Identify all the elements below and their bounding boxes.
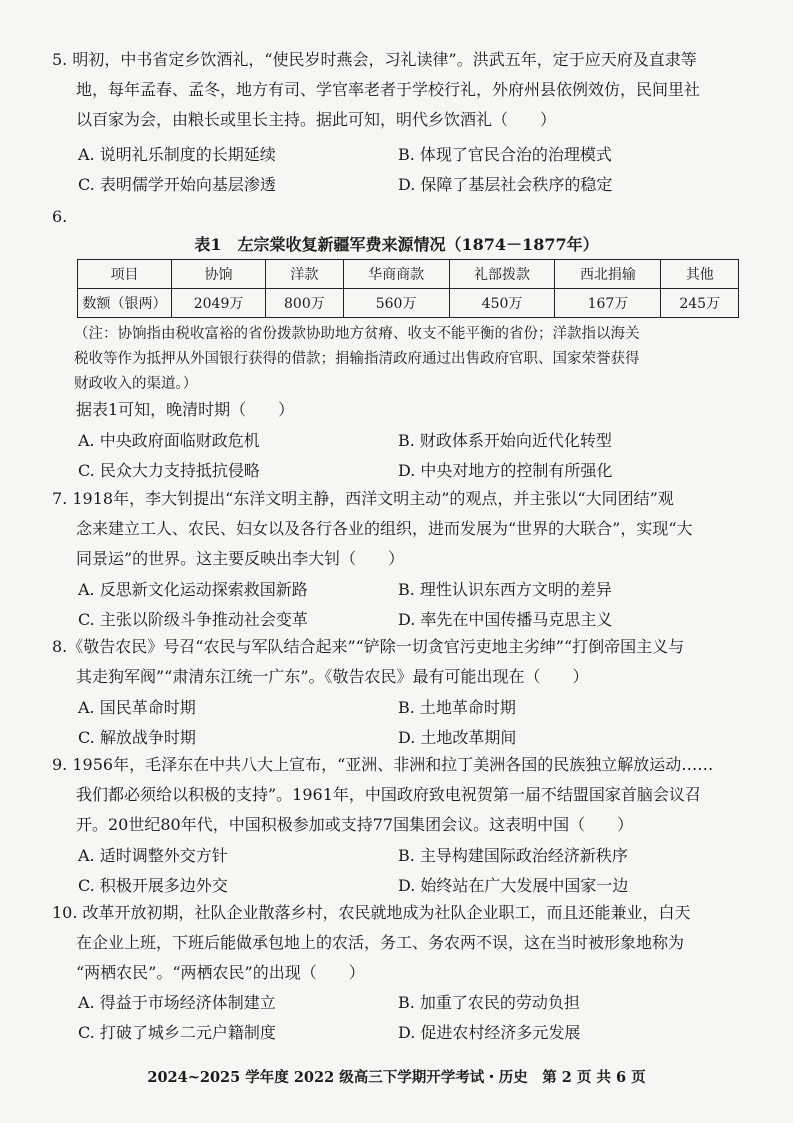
question-8 [52, 632, 752, 692]
question-10-line-3: “两栖农民”。“两栖农民”的出现（ ） [76, 963, 365, 982]
option-c[interactable]: C. 民众大力支持抵抗侵略 [78, 460, 260, 480]
option-d[interactable]: D. 促进农村经济多元发展 [398, 1022, 581, 1042]
option-a[interactable]: A. 说明礼乐制度的长期延续 [78, 144, 276, 164]
question-5-options [78, 138, 718, 198]
page-footer: 2024~2025 学年度 2022 级高三下学期开学考试・历史 第 2 页 共 6 页 [147, 1069, 646, 1086]
table-row [78, 289, 739, 318]
question-7 [52, 484, 752, 574]
table-cell: 数额（银两） [78, 289, 172, 318]
option-d[interactable]: D. 率先在中国传播马克思主义 [398, 609, 613, 629]
question-6-options [78, 424, 718, 484]
option-b[interactable]: B. 财政体系开始向近代化转型 [398, 430, 612, 450]
option-a[interactable]: A. 得益于市场经济体制建立 [78, 992, 276, 1012]
option-c[interactable]: C. 主张以阶级斗争推动社会变革 [78, 609, 308, 629]
question-9-line-2: 我们都必须给以积极的支持”。1961年，中国政府致电祝贺第一届不结盟国家首脑会议召 [76, 785, 701, 804]
option-c[interactable]: C. 打破了城乡二元户籍制度 [78, 1022, 276, 1042]
table-note-line-3: 财政收入的渠道。） [74, 376, 198, 392]
table-header-cell: 华商商款 [343, 260, 449, 289]
table-header-cell: 项目 [78, 260, 172, 289]
table-title: 表1 左宗棠收复新疆军费来源情况（1874－1877年） [194, 235, 599, 254]
option-b[interactable]: B. 体现了官民合治的治理模式 [398, 144, 612, 164]
option-c[interactable]: C. 表明儒学开始向基层渗透 [78, 174, 276, 194]
option-d[interactable]: D. 土地改革期间 [398, 727, 517, 747]
question-5 [52, 45, 752, 135]
question-6-number [52, 202, 752, 232]
table-header-cell: 其他 [661, 260, 739, 289]
option-b[interactable]: B. 理性认识东西方文明的差异 [398, 579, 612, 599]
question-5-line-2: 地，每年孟春、孟冬，地方有司、学官率老者于学校行礼，外府州县依例效仿，民间里社 [76, 80, 701, 99]
table-header-cell: 洋款 [266, 260, 344, 289]
table-note-line-2: 税收等作为抵押从外国银行获得的借款；捐输指清政府通过出售政府官职、国家荣誉获得 [74, 351, 640, 367]
question-8-line-2: 其走狗军阀”“肃清东江统一广东”。《敬告农民》最有可能出现在（ ） [76, 667, 589, 686]
table-cell: 800万 [266, 289, 344, 318]
question-10 [52, 898, 752, 988]
question-9-line-3: 开。20世纪80年代，中国积极参加或支持77国集团会议。这表明中国（ ） [76, 815, 634, 834]
option-a[interactable]: A. 中央政府面临财政危机 [78, 430, 260, 450]
table-cell: 245万 [661, 289, 739, 318]
table-cell: 450万 [449, 289, 555, 318]
question-7-options [78, 573, 718, 633]
option-a[interactable]: A. 反思新文化运动探索救国新路 [78, 579, 308, 599]
question-9 [52, 750, 752, 840]
table-cell: 560万 [343, 289, 449, 318]
table-note-line-1: （注：协饷指由税收富裕的省份拨款协助地方贫瘠、收支不能平衡的省份；洋款指以海关 [74, 326, 640, 342]
question-6-stem [76, 395, 776, 425]
question-9-options [78, 839, 718, 899]
option-a[interactable]: A. 适时调整外交方针 [78, 845, 228, 865]
option-d[interactable]: D. 始终站在广大发展中国家一边 [398, 875, 629, 895]
question-7-line-3: 同景运”的世界。这主要反映出李大钊（ ） [76, 549, 405, 568]
question-7-line-1: 7. 1918年，李大钊提出“东洋文明主静，西洋文明主动”的观点，并主张以“大同团结”观 [52, 489, 674, 508]
table-header-cell: 西北捐输 [555, 260, 661, 289]
table-header-cell: 协饷 [172, 260, 266, 289]
option-c[interactable]: C. 解放战争时期 [78, 727, 196, 747]
question-10-line-1: 10. 改革开放初期，社队企业散落乡村，农民就地成为社队企业职工，而且还能兼业，白天 [52, 903, 691, 922]
question-5-line-3: 以百家为会，由粮长或里长主持。据此可知，明代乡饮酒礼（ ） [76, 110, 557, 129]
question-10-options [78, 986, 718, 1046]
table-cell: 167万 [555, 289, 661, 318]
option-b[interactable]: B. 土地革命时期 [398, 697, 516, 717]
table-note [74, 322, 742, 397]
question-10-line-2: 在企业上班，下班后能做承包地上的农活，务工、务农两不误，这在当时被形象地称为 [76, 933, 685, 952]
question-7-line-2: 念来建立工人、农民、妇女以及各行各业的组织，进而发展为“世界的大联合”，实现“大 [76, 519, 693, 538]
question-8-options [78, 691, 718, 751]
table-cell: 2049万 [172, 289, 266, 318]
option-d[interactable]: D. 中央对地方的控制有所强化 [398, 460, 613, 480]
option-a[interactable]: A. 国民革命时期 [78, 697, 196, 717]
option-b[interactable]: B. 主导构建国际政治经济新秩序 [398, 845, 628, 865]
question-8-line-1: 8.《敬告农民》号召“农民与军队结合起来”“铲除一切贪官污吏地主劣绅”“打倒帝国主义与 [52, 637, 685, 656]
question-6-stem-text: 据表1可知，晚清时期（ ） [76, 400, 295, 419]
table-header-row [78, 260, 739, 289]
option-d[interactable]: D. 保障了基层社会秩序的稳定 [398, 174, 613, 194]
table-header-cell: 礼部拨款 [449, 260, 555, 289]
option-b[interactable]: B. 加重了农民的劳动负担 [398, 992, 580, 1012]
military-funding-table [77, 259, 739, 318]
option-c[interactable]: C. 积极开展多边外交 [78, 875, 228, 895]
question-5-line-1: 5. 明初，中书省定乡饮酒礼，“使民岁时燕会，习礼读律”。洪武五年，定于应天府及直隶等 [52, 50, 697, 69]
question-6-num: 6. [52, 207, 68, 226]
question-9-line-1: 9. 1956年，毛泽东在中共八大上宣布，“亚洲、非洲和拉丁美洲各国的民族独立解放运动…… [52, 755, 714, 774]
